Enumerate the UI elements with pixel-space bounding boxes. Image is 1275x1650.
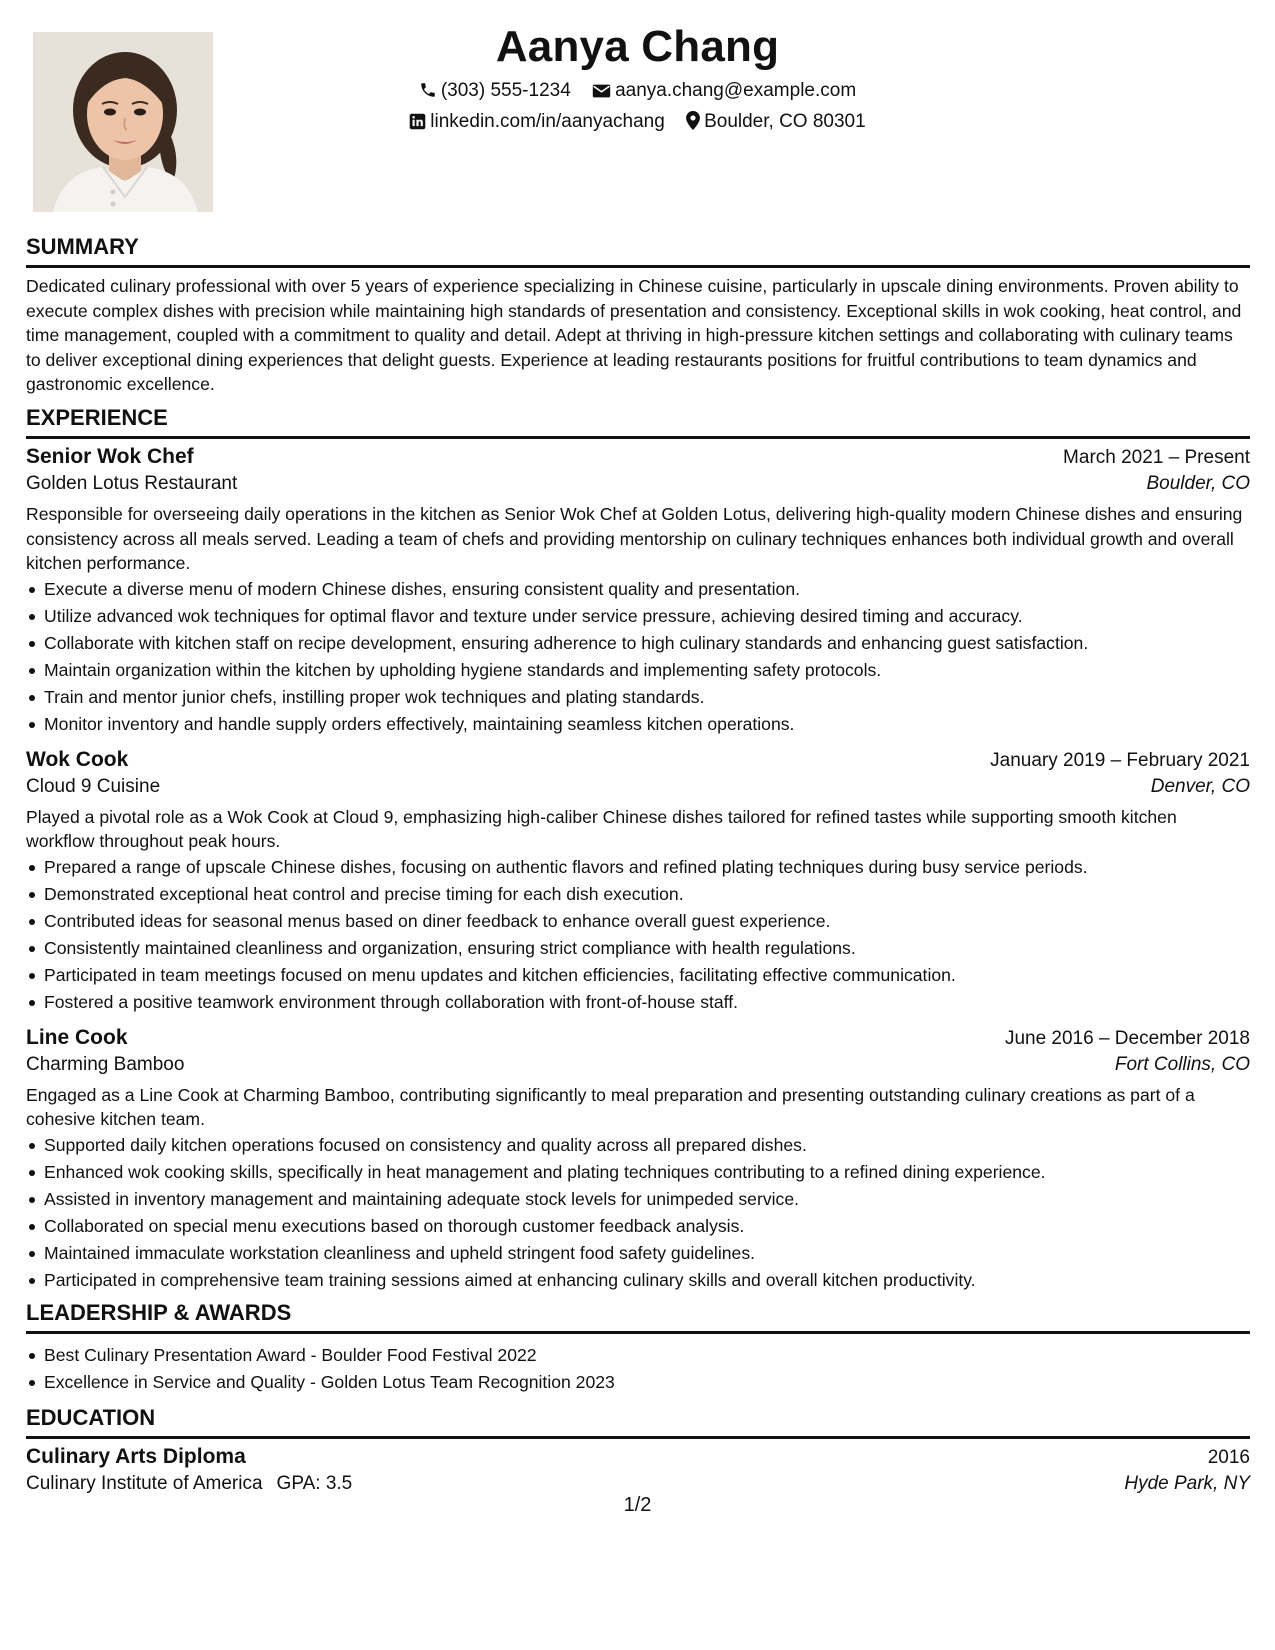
job-bullets	[26, 576, 1250, 738]
list-item: Demonstrated exceptional heat control and precise timing for each dish execution.	[44, 881, 1250, 908]
phone-icon	[419, 81, 437, 99]
job-bullets	[26, 854, 1250, 1016]
list-item: Execute a diverse menu of modern Chinese dishes, ensuring consistent quality and presentation.	[44, 576, 1250, 603]
section-title: EDUCATION	[26, 1404, 1250, 1439]
list-item: Maintained immaculate workstation cleanliness and upheld stringent food safety guidelines.	[44, 1240, 1250, 1267]
job-dates: March 2021 – Present	[1063, 447, 1250, 468]
linkedin-icon	[409, 113, 426, 130]
job-company: Golden Lotus Restaurant	[26, 473, 238, 494]
list-item: Contributed ideas for seasonal menus based on diner feedback to enhance overall guest experience.	[44, 908, 1250, 935]
contact-row-1	[0, 80, 1275, 102]
awards-list	[26, 1342, 1250, 1396]
list-item: Participated in comprehensive team training sessions aimed at enhancing culinary skills and overall kitchen productivity.	[44, 1267, 1250, 1294]
list-item: Maintain organization within the kitchen by upholding hygiene standards and implementing safety protocols.	[44, 657, 1250, 684]
graduation-year: 2016	[1207, 1447, 1250, 1468]
linkedin-text: linkedin.com/in/aanyachang	[430, 111, 665, 132]
job-company: Cloud 9 Cuisine	[26, 775, 161, 797]
education-section	[26, 1404, 1250, 1495]
school-name: Culinary Institute of America	[26, 1473, 263, 1494]
list-item: Participated in team meetings focused on menu updates and kitchen efficiencies, facilitating effective communication.	[44, 962, 1250, 989]
list-item: Fostered a positive teamwork environment through collaboration with front-of-house staff.	[44, 989, 1250, 1016]
job-title: Senior Wok Chef	[26, 445, 194, 468]
summary-text: Dedicated culinary professional with over 5 years of experience specializing in Chinese cuisine, particularly in upscale dining environments. Proven ability to execute complex dishes with precision while maintaining high standards of presentation and consistency. Exceptional skills in wok cooking, heat control, and time management, coupled with a commitment to quality and detail. Adept at thriving in high-pressure kitchen settings and collaborating with culinary teams to deliver exceptional dining experiences that delight guests. Experience at leading restaurants positions for fruitful contributions to team dynamics and gastronomic excellence.	[26, 276, 1242, 394]
job-location: Boulder, CO	[1146, 473, 1250, 494]
job-description: Responsible for overseeing daily operations in the kitchen as Senior Wok Chef at Golden Lotus, delivering high-quality modern Chinese dishes and ensuring consistency across all meals served. Leading a team of chefs and providing mentorship on culinary techniques enhances both individual growth and overall kitchen performance.	[26, 504, 1243, 573]
list-item: Collaborate with kitchen staff on recipe development, ensuring adherence to high culinary standards and enhancing guest satisfaction.	[44, 630, 1250, 657]
candidate-name: Aanya Chang	[495, 22, 780, 71]
contact-row-2	[0, 111, 1275, 133]
awards-section	[26, 1299, 1250, 1396]
list-item: Prepared a range of upscale Chinese dishes, focusing on authentic flavors and refined plating techniques during busy service periods.	[44, 854, 1250, 881]
job-title: Line Cook	[26, 1025, 128, 1049]
list-item: Monitor inventory and handle supply orders effectively, maintaining seamless kitchen operations.	[44, 711, 1250, 738]
list-item: Assisted in inventory management and maintaining adequate stock levels for unimpeded service.	[44, 1186, 1250, 1213]
map-pin-icon	[686, 111, 700, 130]
job-description: Engaged as a Line Cook at Charming Bamboo, contributing significantly to meal preparation and presenting outstanding culinary creations as part of a cohesive kitchen team.	[26, 1084, 1195, 1129]
experience-section	[26, 404, 1250, 1294]
list-item: Utilize advanced wok techniques for optimal flavor and texture under service pressure, achieving desired timing and accuracy.	[44, 603, 1250, 630]
page-number: 1/2	[623, 1494, 652, 1516]
job-dates: January 2019 – February 2021	[990, 749, 1250, 771]
email-item[interactable]	[592, 80, 856, 102]
job-location: Fort Collins, CO	[1114, 1053, 1250, 1075]
job-company: Charming Bamboo	[26, 1053, 185, 1075]
gpa: GPA: 3.5	[276, 1473, 353, 1494]
section-title: LEADERSHIP & AWARDS	[26, 1299, 1250, 1334]
section-title: SUMMARY	[26, 233, 1250, 268]
phone-text: (303) 555-1234	[440, 80, 571, 101]
email-text: aanya.chang@example.com	[615, 80, 857, 101]
job-entry	[26, 1026, 1250, 1294]
job-dates: June 2016 – December 2018	[1004, 1027, 1250, 1049]
job-location: Denver, CO	[1150, 775, 1250, 797]
job-entry	[26, 445, 1250, 738]
job-title: Wok Cook	[26, 747, 129, 771]
list-item: Supported daily kitchen operations focused on consistency and quality across all prepared dishes.	[44, 1132, 1250, 1159]
phone-item[interactable]	[419, 80, 571, 102]
list-item: Excellence in Service and Quality - Golden Lotus Team Recognition 2023	[44, 1369, 1250, 1396]
envelope-icon	[592, 83, 611, 99]
job-description: Played a pivotal role as a Wok Cook at Cloud 9, emphasizing high-caliber Chinese dishes tailored for refined tastes while supporting smooth kitchen workflow throughout peak hours.	[26, 806, 1177, 851]
location-text: Boulder, CO 80301	[704, 111, 866, 132]
degree-title: Culinary Arts Diploma	[26, 1445, 246, 1468]
list-item: Collaborated on special menu executions based on thorough customer feedback analysis.	[44, 1213, 1250, 1240]
school-location: Hyde Park, NY	[1124, 1473, 1250, 1494]
location-item	[686, 111, 866, 133]
linkedin-item[interactable]	[409, 111, 665, 133]
summary-section	[26, 233, 1250, 397]
school-info	[26, 1473, 352, 1495]
job-entry	[26, 748, 1250, 1016]
section-title: EXPERIENCE	[26, 404, 1250, 439]
list-item: Best Culinary Presentation Award - Boulder Food Festival 2022	[44, 1342, 1250, 1369]
list-item: Train and mentor junior chefs, instilling proper wok techniques and plating standards.	[44, 684, 1250, 711]
list-item: Enhanced wok cooking skills, specifically in heat management and plating techniques contributing to a refined dining experience.	[44, 1159, 1250, 1186]
list-item: Consistently maintained cleanliness and organization, ensuring strict compliance with health regulations.	[44, 935, 1250, 962]
job-bullets	[26, 1132, 1250, 1294]
